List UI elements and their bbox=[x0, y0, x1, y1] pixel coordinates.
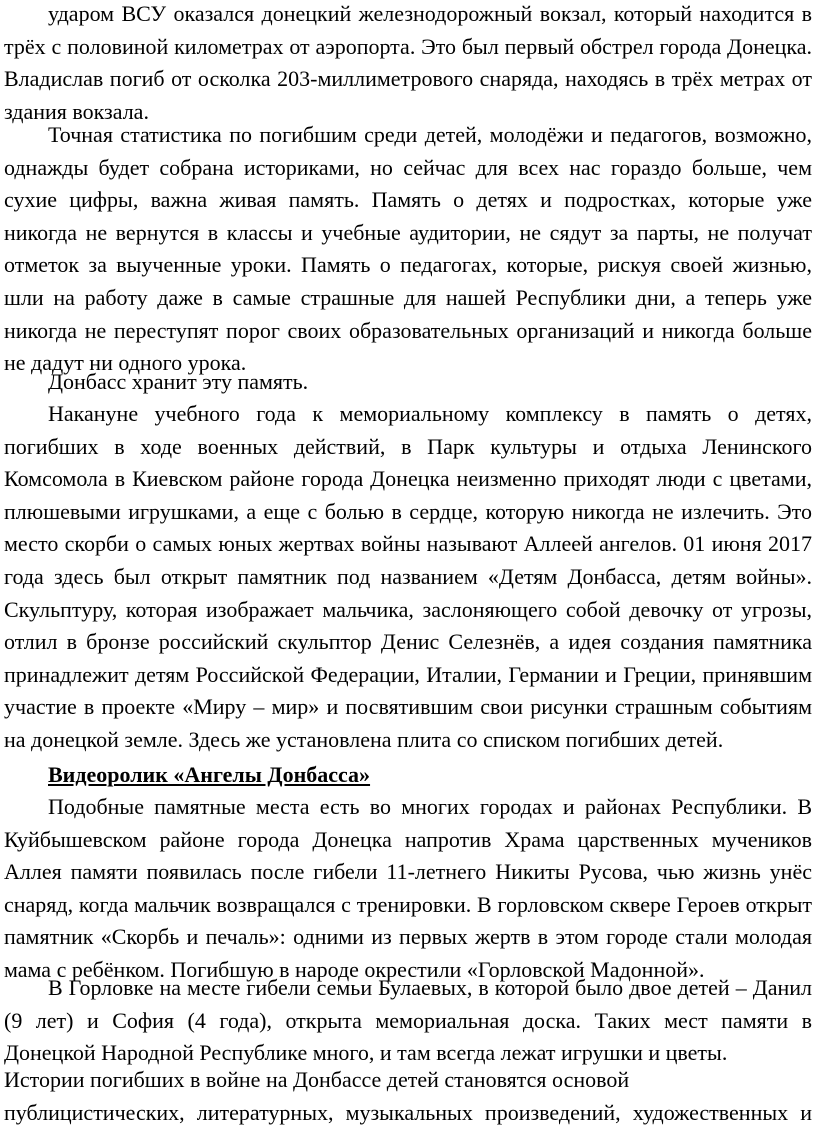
paragraph-7-block bbox=[4, 1064, 812, 1129]
paragraph-5: Подобные памятные места есть во многих городах и районах Республики. В Куйбышевском районе города Донецка напротив Храма царственных мучеников Аллея памяти появилась после гибели 11-летнего Никиты Русова, чью жизнь унёс снаряд, когда мальчик возвращался с тренировки. В горловском сквере Героев открыт памятник «Скорбь и печаль»: одними из первых жертв в этом городе стали молодая мама с ребёнком. Погибшую в народе окрестили «Горловской Мадонной». bbox=[4, 794, 812, 982]
paragraph-2-block bbox=[4, 119, 812, 380]
video-heading-block bbox=[4, 759, 812, 792]
paragraph-3-block bbox=[4, 366, 812, 399]
video-heading[interactable]: Видеоролик «Ангелы Донбасса» bbox=[48, 762, 371, 787]
paragraph-1-block bbox=[4, 0, 812, 128]
paragraph-6-block bbox=[4, 972, 812, 1070]
paragraph-4: Накануне учебного года к мемориальному комплексу в память о детях, погибших в ходе военных действий, в Парк культуры и отдыха Ленинского Комсомола в Киевском районе города Донецка неизменно приходят люди с цветами, плюшевыми игрушками, а еще с болью в сердце, которую никогда не излечить. Это место скорби о самых юных жертвах войны называют Аллеей ангелов. 01 июня 2017 года здесь был открыт памятник под названием «Детям Донбасса, детям войны». Скульптуру, которая изображает мальчика, заслоняющего собой девочку от угрозы, отлил в бронзе российский скульптор Денис Селезнёв, а идея создания памятника принадлежит детям Российской Федерации, Италии, Германии и Греции, принявшим участие в проекте «Миру – мир» и посвятившим свои рисунки страшным событиям на донецкой земле. Здесь же установлена плита со списком погибших детей. bbox=[4, 401, 812, 752]
paragraph-2: Точная статистика по погибшим среди детей, молодёжи и педагогов, возможно, однажды будет собрана историками, но сейчас для всех нас гораздо больше, чем сухие цифры, важна живая память. Память о детях и подростках, которые уже никогда не вернутся в классы и учебные аудитории, не сядут за парты, не получат отметок за выученные уроки. Память о педагогах, которые, рискуя своей жизнью, шли на работу даже в самые страшные для нашей Республики дни, а теперь уже никогда не переступят порог своих образовательных организаций и никогда больше не дадут ни одного урока. bbox=[4, 122, 812, 376]
paragraph-6: В Горловке на месте гибели семьи Булаевых, в которой было двое детей – Данил (9 лет) и София (4 года), открыта мемориальная доска. Таких мест памяти в Донецкой Народной Республике много, и там всегда лежат игрушки и цветы. bbox=[4, 975, 812, 1066]
paragraph-7-line-1: Истории погибших в войне на Донбассе детей становятся основой bbox=[4, 1067, 630, 1092]
paragraph-3: Донбасс хранит эту память. bbox=[48, 369, 309, 394]
paragraph-5-block bbox=[4, 791, 812, 987]
paragraph-4-block bbox=[4, 398, 812, 757]
paragraph-1: ударом ВСУ оказался донецкий железнодорожный вокзал, который находится в трёх с половиной километрах от аэропорта. Это был первый обстрел города Донецка. Владислав погиб от осколка 203-миллиметрового снаряда, находясь в трёх метрах от здания вокзала. bbox=[4, 1, 812, 124]
paragraph-7-line-2: публицистических, литературных, музыкальных произведений, художественных и bbox=[4, 1099, 812, 1125]
